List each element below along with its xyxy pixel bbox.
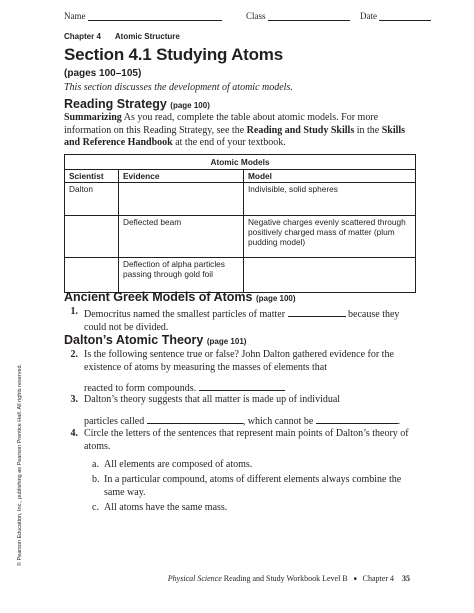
- date-label: Date: [360, 11, 377, 21]
- col-header-model: Model: [244, 170, 416, 183]
- question-2-text: Is the following sentence true or false? John Dalton gathered evidence for the existence of atoms by measuring the masses of elements that: [84, 349, 394, 373]
- section-pages: (pages 100–105): [64, 68, 142, 79]
- question-3-text-a: particles called: [84, 416, 147, 427]
- cell-model-blank[interactable]: [244, 258, 416, 293]
- copyright-sidebar: [14, 330, 26, 600]
- rs-bold-b: Skills and Reference Handbook: [64, 124, 406, 148]
- question-3-text-b: , which cannot be: [242, 416, 316, 427]
- chapter-header: [64, 32, 180, 41]
- dalton-theory-heading: [64, 333, 246, 347]
- question-4-text: Circle the letters of the sentences that represent main points of Dalton’s theory of atoms.: [84, 428, 409, 452]
- reading-strategy-paragraph: [64, 112, 416, 150]
- reading-strategy-heading: [64, 97, 210, 111]
- date-field: [360, 11, 431, 21]
- page-number: 35: [402, 574, 410, 583]
- class-label: Class: [246, 11, 266, 21]
- option-a-text: All elements are composed of atoms.: [104, 459, 253, 470]
- cell-model: Indivisible, solid spheres: [244, 183, 416, 216]
- question-3-number: 3.: [70, 394, 78, 405]
- page-footer: [168, 574, 410, 583]
- greek-models-title: Ancient Greek Models of Atoms: [64, 290, 253, 304]
- footer-book-title: Reading and Study Workbook Level B: [221, 574, 348, 583]
- summarizing-lead: Summarizing: [64, 112, 122, 123]
- name-field: [64, 11, 222, 21]
- table-row: [65, 258, 416, 293]
- cell-scientist: Dalton: [65, 183, 119, 216]
- name-label: Name: [64, 11, 86, 21]
- question-1-number: 1.: [70, 306, 78, 317]
- question-4: [64, 428, 416, 453]
- col-header-evidence: Evidence: [119, 170, 244, 183]
- chapter-title: Atomic Structure: [114, 32, 180, 41]
- question-2-blank[interactable]: [199, 380, 285, 391]
- reading-strategy-pages: (page 100): [170, 101, 210, 110]
- question-3-answer-line: [64, 413, 416, 429]
- option-c-letter[interactable]: c.: [92, 502, 99, 513]
- question-3-blank-1[interactable]: [147, 413, 243, 424]
- option-a[interactable]: [92, 459, 412, 472]
- table-row: [65, 216, 416, 258]
- copyright-text: © Pearson Education, Inc., publishing as Pearson Prentice Hall. All rights reserved.: [17, 363, 23, 567]
- rs-text-b: in the: [354, 124, 382, 136]
- reading-strategy-title: Reading Strategy: [64, 97, 167, 111]
- footer-bullet-icon: ■: [353, 577, 357, 582]
- option-c-text: All atoms have the same mass.: [104, 502, 228, 513]
- option-b-letter[interactable]: b.: [92, 474, 100, 485]
- name-blank[interactable]: [88, 11, 222, 21]
- question-1: [64, 306, 416, 334]
- option-c[interactable]: [92, 502, 412, 515]
- option-b-text: In a particular compound, atoms of different elements always combine the same way.: [104, 474, 402, 498]
- rs-text-a: As you read, complete the table about atomic models. For more information on this Reading Strategy, see the: [64, 112, 379, 136]
- footer-book-italic: Physical Science: [167, 574, 222, 583]
- chapter-number: Chapter 4: [64, 32, 101, 41]
- question-3: [64, 394, 416, 407]
- question-2: [64, 349, 416, 374]
- question-3-blank-2[interactable]: [316, 413, 398, 424]
- class-field: [246, 11, 350, 21]
- section-description: This section discusses the development of atomic models.: [64, 82, 293, 93]
- footer-chapter: Chapter 4: [362, 574, 394, 583]
- section-title: Section 4.1 Studying Atoms: [64, 45, 283, 64]
- cell-evidence: Deflected beam: [119, 216, 244, 258]
- option-a-letter[interactable]: a.: [92, 459, 99, 470]
- dalton-theory-pages: (page 101): [206, 337, 247, 346]
- table-row: [65, 183, 416, 216]
- greek-models-pages: (page 100): [255, 294, 296, 303]
- greek-models-heading: [64, 290, 296, 304]
- dalton-theory-title: Dalton’s Atomic Theory: [64, 333, 204, 347]
- class-blank[interactable]: [268, 11, 350, 21]
- cell-evidence-blank[interactable]: [119, 183, 244, 216]
- option-b[interactable]: [92, 474, 412, 499]
- date-blank[interactable]: [379, 11, 431, 21]
- question-3-text-c: .: [397, 416, 401, 427]
- question-1-blank[interactable]: [288, 306, 346, 317]
- question-1-text-b: because they could not be divided.: [84, 309, 400, 333]
- rs-text-c: at the end of your textbook.: [172, 137, 286, 148]
- question-2-number: 2.: [70, 349, 78, 360]
- table-caption: Atomic Models: [65, 155, 416, 170]
- question-3-text: Dalton’s theory suggests that all matter is made up of individual: [84, 394, 341, 405]
- cell-scientist-blank[interactable]: [65, 258, 119, 293]
- question-2-continuation: reacted to form compounds.: [84, 383, 199, 394]
- cell-evidence: Deflection of alpha particles passing through gold foil: [119, 258, 244, 293]
- col-header-scientist: Scientist: [65, 170, 119, 183]
- rs-bold-a: Reading and Study Skills: [246, 124, 355, 136]
- question-4-number: 4.: [70, 428, 78, 439]
- cell-model: Negative charges evenly scattered through positively charged mass of matter (plum pudding model): [244, 216, 416, 258]
- atomic-models-table: [64, 154, 416, 293]
- question-1-text-a: Democritus named the smallest particles of matter: [84, 309, 288, 320]
- cell-scientist-blank[interactable]: [65, 216, 119, 258]
